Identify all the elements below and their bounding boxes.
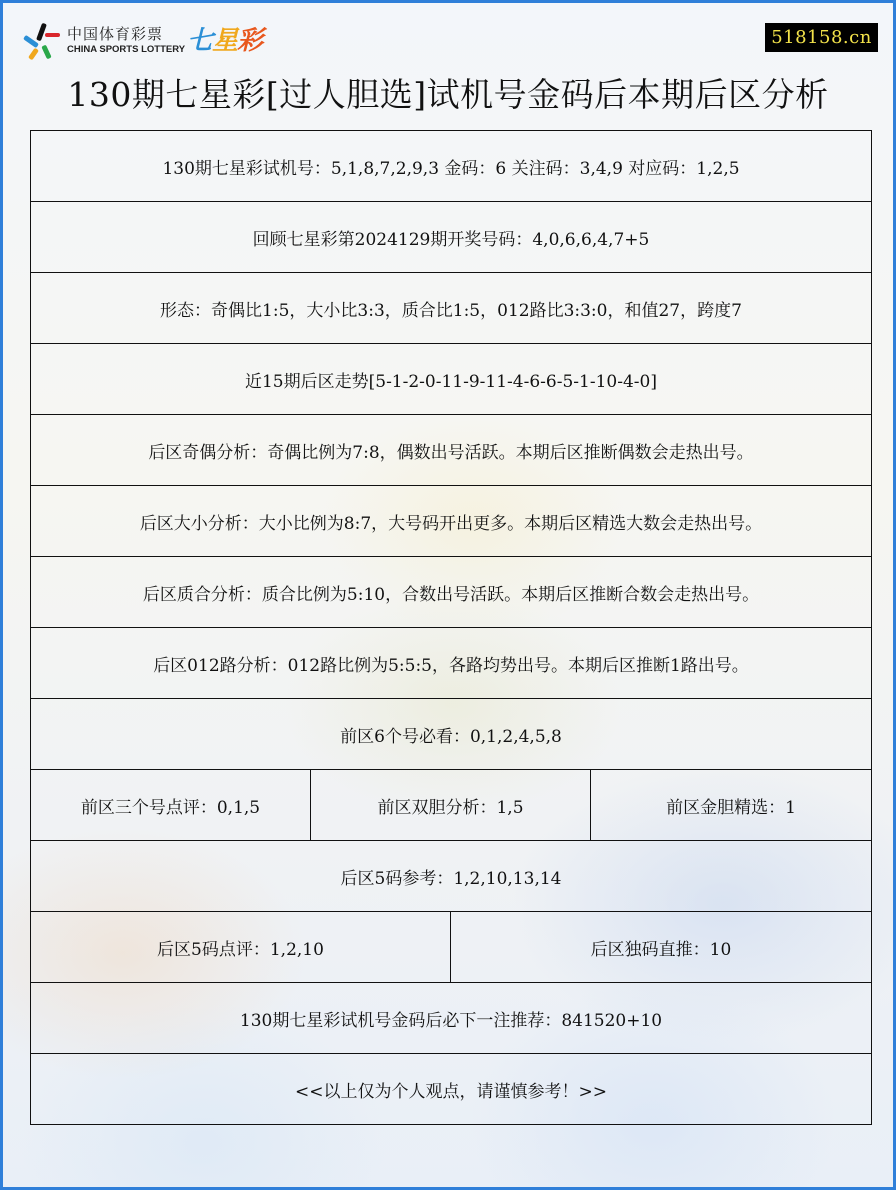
table-row bbox=[31, 841, 872, 912]
back-single-code-cell: 后区独码直推：10 bbox=[451, 912, 872, 983]
trial-number-cell: 130期七星彩试机号：5,1,8,7,2,9,3 金码：6 关注码：3,4,9 对应码：1,2,5 bbox=[31, 131, 872, 202]
table-row bbox=[31, 202, 872, 273]
disclaimer-cell: <<以上仅为个人观点，请谨慎参考！>> bbox=[31, 1054, 872, 1125]
table-row bbox=[31, 628, 872, 699]
site-badge[interactable]: 518158.cn bbox=[765, 23, 878, 52]
table-row bbox=[31, 1054, 872, 1125]
pattern-cell: 形态：奇偶比1:5，大小比3:3，质合比1:5，012路比3:3:0，和值27，跨度7 bbox=[31, 273, 872, 344]
back-zone-trend-cell: 近15期后区走势[5-1-2-0-11-9-11-4-6-6-5-1-10-4-0] bbox=[31, 344, 872, 415]
front-six-numbers-cell: 前区6个号必看：0,1,2,4,5,8 bbox=[31, 699, 872, 770]
prime-composite-analysis-cell: 后区质合分析：质合比例为5:10，合数出号活跃。本期后区推断合数会走热出号。 bbox=[31, 557, 872, 628]
brand-char-3: 彩 bbox=[237, 26, 263, 56]
previous-draw-cell: 回顾七星彩第2024129期开奖号码：4,0,6,6,4,7+5 bbox=[31, 202, 872, 273]
table-row bbox=[31, 699, 872, 770]
back-five-codes-cell: 后区5码参考：1,2,10,13,14 bbox=[31, 841, 872, 912]
logo-english-text: CHINA SPORTS LOTTERY bbox=[67, 44, 186, 56]
header bbox=[3, 3, 893, 63]
table-row bbox=[31, 273, 872, 344]
table-row bbox=[31, 344, 872, 415]
analysis-table bbox=[30, 130, 872, 1125]
logo-chinese-text: 中国体育彩票 bbox=[67, 25, 164, 44]
table-row bbox=[31, 557, 872, 628]
page-title: 130期七星彩[过人胆选]试机号金码后本期后区分析 bbox=[67, 75, 829, 114]
table-row bbox=[31, 486, 872, 557]
table-row bbox=[31, 912, 872, 983]
logo-brand-qixingcai bbox=[187, 28, 262, 54]
odd-even-analysis-cell: 后区奇偶分析：奇偶比例为7:8，偶数出号活跃。本期后区推断偶数会走热出号。 bbox=[31, 415, 872, 486]
table-row bbox=[31, 983, 872, 1054]
table-row bbox=[31, 770, 872, 841]
back-five-codes-review-cell: 后区5码点评：1,2,10 bbox=[31, 912, 451, 983]
route-012-analysis-cell: 后区012路分析：012路比例为5:5:5，各路均势出号。本期后区推断1路出号。 bbox=[31, 628, 872, 699]
front-double-dan-cell: 前区双胆分析：1,5 bbox=[311, 770, 591, 841]
china-sports-lottery-star-icon bbox=[21, 23, 61, 59]
brand-char-1: 七 bbox=[187, 26, 213, 56]
lottery-logo bbox=[21, 21, 262, 61]
brand-char-2: 星 bbox=[212, 26, 238, 56]
table-row bbox=[31, 131, 872, 202]
front-gold-dan-cell: 前区金胆精选：1 bbox=[591, 770, 872, 841]
front-three-numbers-cell: 前区三个号点评：0,1,5 bbox=[31, 770, 311, 841]
big-small-analysis-cell: 后区大小分析：大小比例为8:7，大号码开出更多。本期后区精选大数会走热出号。 bbox=[31, 486, 872, 557]
table-row bbox=[31, 415, 872, 486]
recommendation-cell: 130期七星彩试机号金码后必下一注推荐：841520+10 bbox=[31, 983, 872, 1054]
